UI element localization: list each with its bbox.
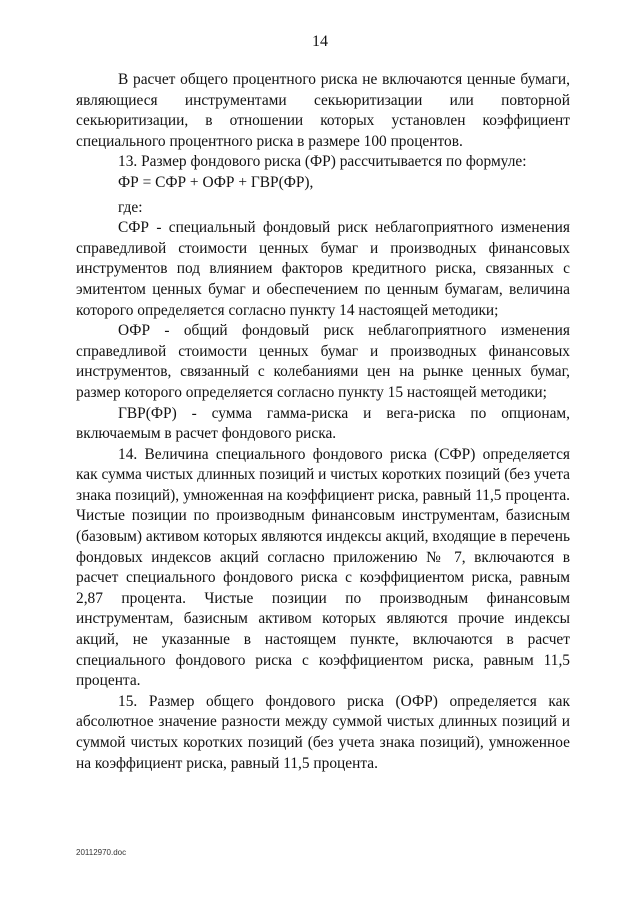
definition-ofr: ОФР - общий фондовый риск неблагоприятного изменения справедливой стоимости ценных бумаг и производных финансовых инструментов, связанный с колебаниями цен на рынке ценных бумаг, размер которого определяется согласно пункту 15 настоящей методики; [76, 322, 570, 401]
paragraph-15: 15. Размер общего фондового риска (ОФР) определяется как абсолютное значение разности между суммой чистых длинных позиций и суммой чистых коротких позиций (без учета знака позиций), умноженное на коэффициент риска, равный 11,5 процента. [76, 692, 570, 772]
formula-fr: ФР = СФР + ОФР + ГВР(ФР), [118, 173, 314, 191]
where-label: где: [118, 198, 143, 216]
paragraph-13: 13. Размер фондового риска (ФР) рассчитывается по формуле: [118, 153, 527, 171]
definition-gvr: ГВР(ФР) - сумма гамма-риска и вега-риска по опционам, включаемым в расчет фондового риска. [76, 404, 570, 443]
page-number: 14 [312, 33, 328, 50]
definition-sfr: СФР - специальный фондовый риск неблагоприятного изменения справедливой стоимости ценных бумаг и производных финансовых инструментов под влиянием факторов кредитного риска, связанных с эмитентом ценных бумаг и обеспечением по ценным бумагам, величина которого определяется согласно пункту 14 настоящей методики; [76, 219, 570, 319]
paragraph-14: 14. Величина специального фондового риска (СФР) определяется как сумма чистых длинных позиций и чистых коротких позиций (без учета знака позиций), умноженная на коэффициент риска, равный 11,5 процента. Чистые позиции по производным финансовым инструментам, базисным (базовым) активом которых являются индексы акций, входящие в перечень фондовых индексов акций согласно приложению № 7, включаются в расчет специального фондового риска с коэффициентом риска, равным 2,87 процента. Чистые позиции по производным финансовым инструментам, базисным активом которых являются прочие индексы акций, не указанные в настоящем пункте, включаются в расчет специального фондового риска с коэффициентом риска, равным 11,5 процента. [76, 445, 570, 690]
paragraph-securitization-exclusion: В расчет общего процентного риска не включаются ценные бумаги, являющиеся инструментами секьюритизации или повторной секьюритизации, в отношении которых установлен коэффициент специального процентного риска в размере 100 процентов. [76, 71, 570, 150]
document-code: 20112970.doc [76, 848, 127, 857]
document-body [76, 70, 570, 774]
